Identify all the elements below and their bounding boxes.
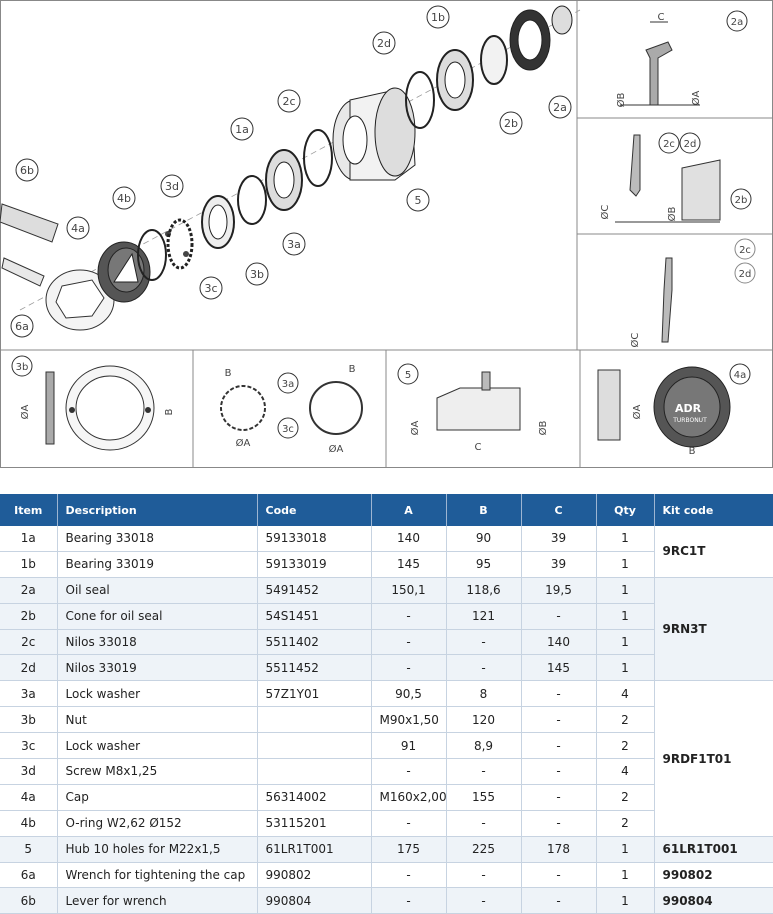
cell-item: 2c bbox=[0, 629, 57, 655]
cell-item: 4b bbox=[0, 810, 57, 836]
callout-3a-detail: 3a bbox=[281, 379, 295, 390]
cell-item: 5 bbox=[0, 836, 57, 862]
cell-desc: Nilos 33018 bbox=[57, 629, 257, 655]
cell-item: 3b bbox=[0, 707, 57, 733]
dim-ob-2a: ØB bbox=[616, 92, 627, 108]
callout-3b-detail: 3b bbox=[15, 362, 29, 373]
cell-item: 1b bbox=[0, 551, 57, 577]
cell-qty: 2 bbox=[596, 733, 654, 759]
callout-2d: 2d bbox=[377, 37, 391, 50]
cell-code: 53115201 bbox=[257, 810, 371, 836]
cell-code: 5491452 bbox=[257, 577, 371, 603]
dim-oc-variant: ØC bbox=[630, 332, 641, 348]
table-row bbox=[0, 577, 773, 603]
col-a: A bbox=[371, 494, 446, 526]
dim-oa-2a: ØA bbox=[691, 90, 702, 106]
cell-c: 145 bbox=[521, 655, 596, 681]
dim-oc-2c: ØC bbox=[600, 204, 611, 220]
cell-a: 90,5 bbox=[371, 681, 446, 707]
dim-b-3b: B bbox=[164, 408, 175, 416]
callout-2a: 2a bbox=[553, 101, 567, 114]
cell-qty: 1 bbox=[596, 526, 654, 551]
cell-code: 59133019 bbox=[257, 551, 371, 577]
cell-item: 2a bbox=[0, 577, 57, 603]
dim-oa-3c: ØA bbox=[235, 438, 251, 449]
dim-oa-3a: ØA bbox=[328, 444, 344, 455]
callout-4a: 4a bbox=[71, 222, 85, 235]
cell-item: 3d bbox=[0, 759, 57, 785]
callout-3c-detail: 3c bbox=[282, 424, 294, 435]
dim-ob-5: ØB bbox=[538, 420, 549, 436]
col-kit-code: Kit code bbox=[654, 494, 773, 526]
cell-kit-code: 9RDF1T01 bbox=[654, 681, 773, 836]
cell-desc: Lock washer bbox=[57, 733, 257, 759]
col-item: Item bbox=[0, 494, 57, 526]
cell-b: 225 bbox=[446, 836, 521, 862]
cell-desc: Hub 10 holes for M22x1,5 bbox=[57, 836, 257, 862]
cell-qty: 1 bbox=[596, 836, 654, 862]
cell-code: 990802 bbox=[257, 862, 371, 888]
cell-c: - bbox=[521, 681, 596, 707]
table-row bbox=[0, 526, 773, 551]
cell-b: 121 bbox=[446, 603, 521, 629]
cell-kit-code: 61LR1T001 bbox=[654, 836, 773, 862]
callout-2c-detail: 2c bbox=[663, 139, 675, 150]
cell-a: - bbox=[371, 810, 446, 836]
cell-kit-code: 9RC1T bbox=[654, 526, 773, 577]
cell-desc: Wrench for tightening the cap bbox=[57, 862, 257, 888]
cell-c: - bbox=[521, 707, 596, 733]
cell-kit-code: 990804 bbox=[654, 888, 773, 914]
cell-a: - bbox=[371, 759, 446, 785]
cell-item: 1a bbox=[0, 526, 57, 551]
col-description: Description bbox=[57, 494, 257, 526]
hub-5 bbox=[333, 88, 415, 180]
callout-3a: 3a bbox=[287, 238, 301, 251]
col-b: B bbox=[446, 494, 521, 526]
dim-b-3c: B bbox=[224, 368, 232, 379]
cell-b: 155 bbox=[446, 784, 521, 810]
cell-a: 175 bbox=[371, 836, 446, 862]
cell-c: - bbox=[521, 759, 596, 785]
cell-item: 2d bbox=[0, 655, 57, 681]
cell-code: 54S1451 bbox=[257, 603, 371, 629]
cell-qty: 1 bbox=[596, 629, 654, 655]
cell-code bbox=[257, 759, 371, 785]
lever-6b bbox=[0, 204, 58, 242]
cell-desc: Cone for oil seal bbox=[57, 603, 257, 629]
cell-item: 4a bbox=[0, 784, 57, 810]
cell-c: - bbox=[521, 862, 596, 888]
cell-c: - bbox=[521, 810, 596, 836]
cell-a: M160x2,00 bbox=[371, 784, 446, 810]
cell-qty: 4 bbox=[596, 681, 654, 707]
callout-5: 5 bbox=[414, 194, 422, 207]
cell-b: 118,6 bbox=[446, 577, 521, 603]
callout-6b: 6b bbox=[20, 164, 34, 177]
col-code: Code bbox=[257, 494, 371, 526]
parts-table bbox=[0, 494, 773, 914]
table-row bbox=[0, 862, 773, 888]
cell-item: 3a bbox=[0, 681, 57, 707]
callout-4a-detail: 4a bbox=[733, 370, 747, 381]
callout-4b: 4b bbox=[117, 192, 131, 205]
cell-desc: Bearing 33018 bbox=[57, 526, 257, 551]
cell-code: 56314002 bbox=[257, 784, 371, 810]
dim-oa-3b: ØA bbox=[20, 404, 31, 420]
cell-a: 150,1 bbox=[371, 577, 446, 603]
callout-1b: 1b bbox=[431, 11, 445, 24]
cell-kit-code: 990802 bbox=[654, 862, 773, 888]
dim-oa-4a: ØA bbox=[632, 404, 643, 420]
cell-b: - bbox=[446, 655, 521, 681]
callout-2b-detail: 2b bbox=[734, 195, 748, 206]
cell-qty: 4 bbox=[596, 759, 654, 785]
table-row bbox=[0, 681, 773, 707]
cell-b: 8,9 bbox=[446, 733, 521, 759]
cell-c: 178 bbox=[521, 836, 596, 862]
cell-desc: Bearing 33019 bbox=[57, 551, 257, 577]
cell-qty: 1 bbox=[596, 888, 654, 914]
cell-a: 145 bbox=[371, 551, 446, 577]
table-row bbox=[0, 888, 773, 914]
cell-a: 140 bbox=[371, 526, 446, 551]
cell-a: - bbox=[371, 603, 446, 629]
dim-b-3a: B bbox=[348, 364, 356, 375]
cell-c: - bbox=[521, 603, 596, 629]
cell-b: - bbox=[446, 862, 521, 888]
callout-2b: 2b bbox=[504, 117, 518, 130]
cell-code bbox=[257, 733, 371, 759]
cell-a: M90x1,50 bbox=[371, 707, 446, 733]
cell-c: 19,5 bbox=[521, 577, 596, 603]
cell-code: 61LR1T001 bbox=[257, 836, 371, 862]
cell-desc: Oil seal bbox=[57, 577, 257, 603]
dim-oa-5: ØA bbox=[410, 420, 421, 436]
cell-desc: Screw M8x1,25 bbox=[57, 759, 257, 785]
cell-desc: Lock washer bbox=[57, 681, 257, 707]
cell-item: 2b bbox=[0, 603, 57, 629]
table-row bbox=[0, 836, 773, 862]
col-c: C bbox=[521, 494, 596, 526]
cell-code: 57Z1Y01 bbox=[257, 681, 371, 707]
col-qty: Qty bbox=[596, 494, 654, 526]
cap-logo-subtext: TURBONUT bbox=[673, 417, 707, 424]
dim-ob-2b: ØB bbox=[667, 206, 678, 222]
callout-3d: 3d bbox=[165, 180, 179, 193]
cell-b: - bbox=[446, 888, 521, 914]
callout-3b: 3b bbox=[250, 268, 264, 281]
cell-b: - bbox=[446, 810, 521, 836]
callout-2c: 2c bbox=[282, 95, 296, 108]
cell-c: - bbox=[521, 784, 596, 810]
cell-c: 39 bbox=[521, 551, 596, 577]
callout-3c: 3c bbox=[204, 282, 218, 295]
cap-logo-text: ADR bbox=[674, 402, 702, 415]
cell-b: 95 bbox=[446, 551, 521, 577]
cell-code: 5511452 bbox=[257, 655, 371, 681]
cell-qty: 2 bbox=[596, 784, 654, 810]
callout-1a: 1a bbox=[235, 123, 249, 136]
cell-qty: 1 bbox=[596, 551, 654, 577]
cell-qty: 2 bbox=[596, 707, 654, 733]
cell-c: 39 bbox=[521, 526, 596, 551]
cell-c: 140 bbox=[521, 629, 596, 655]
cell-b: 8 bbox=[446, 681, 521, 707]
cell-a: - bbox=[371, 655, 446, 681]
table-header-row bbox=[0, 494, 773, 526]
cell-c: - bbox=[521, 888, 596, 914]
cell-desc: Cap bbox=[57, 784, 257, 810]
cell-b: - bbox=[446, 759, 521, 785]
cell-code: 990804 bbox=[257, 888, 371, 914]
cell-qty: 1 bbox=[596, 655, 654, 681]
cell-desc: Lever for wrench bbox=[57, 888, 257, 914]
callout-2d-variant: 2d bbox=[738, 269, 752, 280]
callout-6a: 6a bbox=[15, 320, 29, 333]
cell-desc: Nut bbox=[57, 707, 257, 733]
cell-desc: Nilos 33019 bbox=[57, 655, 257, 681]
cell-qty: 1 bbox=[596, 862, 654, 888]
cell-kit-code: 9RN3T bbox=[654, 577, 773, 681]
callout-2d-detail: 2d bbox=[683, 139, 697, 150]
cell-qty: 2 bbox=[596, 810, 654, 836]
dim-c-5: C bbox=[474, 442, 482, 453]
cell-code: 59133018 bbox=[257, 526, 371, 551]
cell-qty: 1 bbox=[596, 603, 654, 629]
cell-item: 6a bbox=[0, 862, 57, 888]
callout-5-detail: 5 bbox=[404, 370, 412, 381]
cell-code bbox=[257, 707, 371, 733]
callout-2a-detail: 2a bbox=[730, 17, 744, 28]
cell-c: - bbox=[521, 733, 596, 759]
cell-item: 6b bbox=[0, 888, 57, 914]
dim-b-4a: B bbox=[688, 446, 696, 457]
callout-2c-variant: 2c bbox=[739, 245, 751, 256]
cell-a: - bbox=[371, 888, 446, 914]
cell-a: - bbox=[371, 862, 446, 888]
cell-b: 120 bbox=[446, 707, 521, 733]
cell-b: - bbox=[446, 629, 521, 655]
cell-item: 3c bbox=[0, 733, 57, 759]
cell-desc: O-ring W2,62 Ø152 bbox=[57, 810, 257, 836]
cell-code: 5511402 bbox=[257, 629, 371, 655]
dim-c-2a: C bbox=[657, 12, 665, 23]
cell-qty: 1 bbox=[596, 577, 654, 603]
cell-a: 91 bbox=[371, 733, 446, 759]
cell-a: - bbox=[371, 629, 446, 655]
cell-b: 90 bbox=[446, 526, 521, 551]
